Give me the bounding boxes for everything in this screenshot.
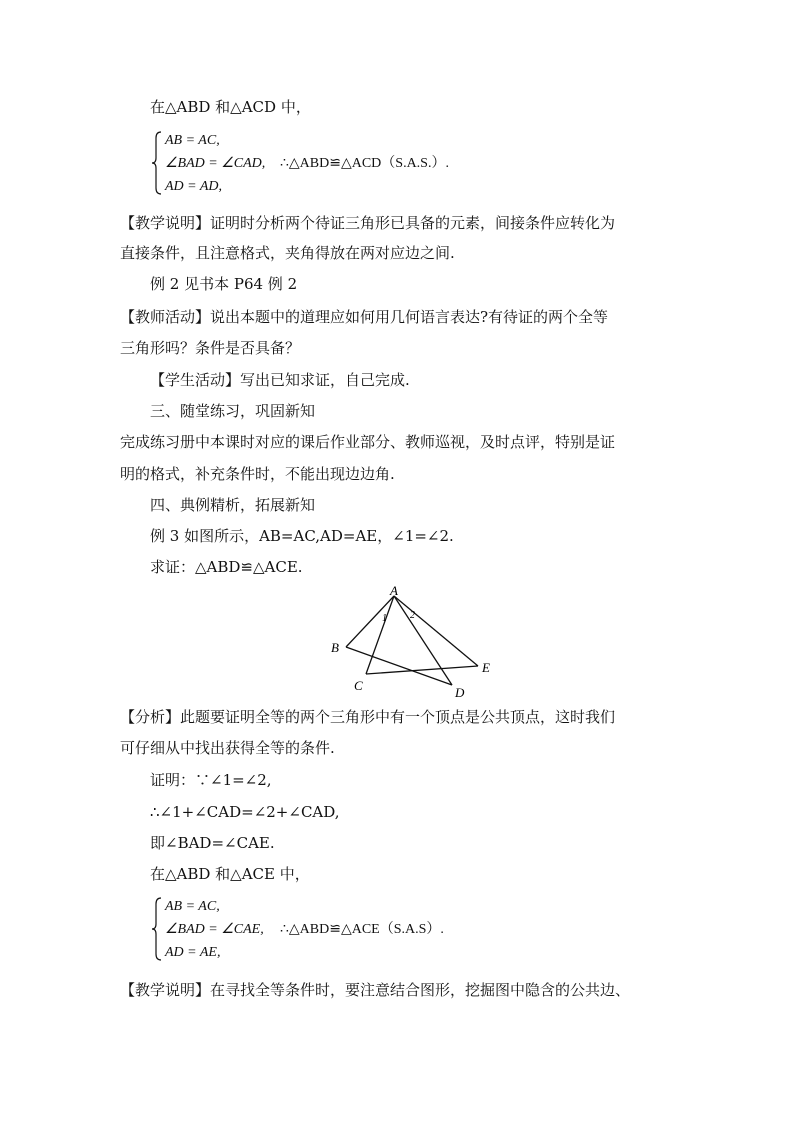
- equation-line: AD = AD,: [165, 179, 223, 194]
- equation-system-1: [150, 130, 670, 196]
- paragraph-line: 求证：△ABD≌△ACE.: [150, 558, 303, 576]
- paragraph-line: 可仔细从中找出获得全等的条件.: [120, 739, 335, 757]
- left-brace: [150, 896, 164, 962]
- equation-line: AD = AE,: [165, 945, 221, 960]
- equation-conclusion: ∴△ABD≌△ACE（S.A.S）.: [280, 922, 444, 937]
- paragraph-line: 【教学说明】证明时分析两个待证三角形已具备的元素，间接条件应转化为: [120, 214, 616, 232]
- paragraph-line: 明的格式，补充条件时，不能出现边边角.: [120, 465, 395, 483]
- vertex-label-b: B: [331, 640, 339, 655]
- vertex-label-d: D: [455, 685, 465, 700]
- segment-ce: [366, 666, 478, 674]
- paragraph-line: 例 2 见书本 P64 例 2: [150, 275, 298, 293]
- paragraph-line: 三角形吗？条件是否具备？: [120, 339, 301, 357]
- angle-label-1: 1: [382, 613, 387, 624]
- equation-line: ∠BAD = ∠CAE,: [165, 922, 264, 937]
- equation-system-2: [150, 896, 670, 962]
- angle-label-2: 2: [410, 610, 415, 621]
- proof-line: ∴∠1+∠CAD=∠2+∠CAD,: [150, 803, 340, 821]
- proof-line: 即∠BAD=∠CAE.: [150, 834, 275, 852]
- paragraph-line: 在△ABD 和△ACD 中，: [150, 98, 311, 116]
- paragraph-line: 【教学说明】在寻找全等条件时，要注意结合图形，挖掘图中隐含的公共边、: [120, 981, 631, 999]
- paragraph-line: 【分析】此题要证明全等的两个三角形中有一个顶点是公共顶点，这时我们: [120, 708, 616, 726]
- vertex-label-e: E: [482, 660, 490, 675]
- vertex-label-c: C: [354, 678, 363, 693]
- equation-line: AB = AC,: [165, 899, 220, 914]
- paragraph-line: 例 3 如图所示，AB=AC,AD=AE，∠1=∠2.: [150, 527, 454, 545]
- left-brace: [150, 130, 164, 196]
- equation-line: AB = AC,: [165, 133, 220, 148]
- section-heading: 四、典例精析，拓展新知: [150, 496, 316, 514]
- segment-ae: [394, 596, 478, 666]
- geometry-figure: [326, 584, 496, 702]
- proof-line: 证明：∵∠1=∠2,: [150, 771, 272, 789]
- section-heading: 三、随堂练习，巩固新知: [150, 402, 316, 420]
- equation-line: ∠BAD = ∠CAD,: [165, 156, 266, 171]
- equation-conclusion: ∴△ABD≌△ACD（S.A.S.）.: [280, 156, 449, 171]
- vertex-label-a: A: [390, 584, 398, 598]
- paragraph-line: 完成练习册中本课时对应的课后作业部分、教师巡视，及时点评，特别是证: [120, 433, 616, 451]
- paragraph-line: 【学生活动】写出已知求证，自己完成.: [150, 371, 410, 389]
- paragraph-line: 【教师活动】说出本题中的道理应如何用几何语言表达?有待证的两个全等: [120, 308, 609, 326]
- proof-line: 在△ABD 和△ACE 中，: [150, 865, 310, 883]
- paragraph-line: 直接条件，且注意格式，夹角得放在两对应边之间.: [120, 244, 455, 262]
